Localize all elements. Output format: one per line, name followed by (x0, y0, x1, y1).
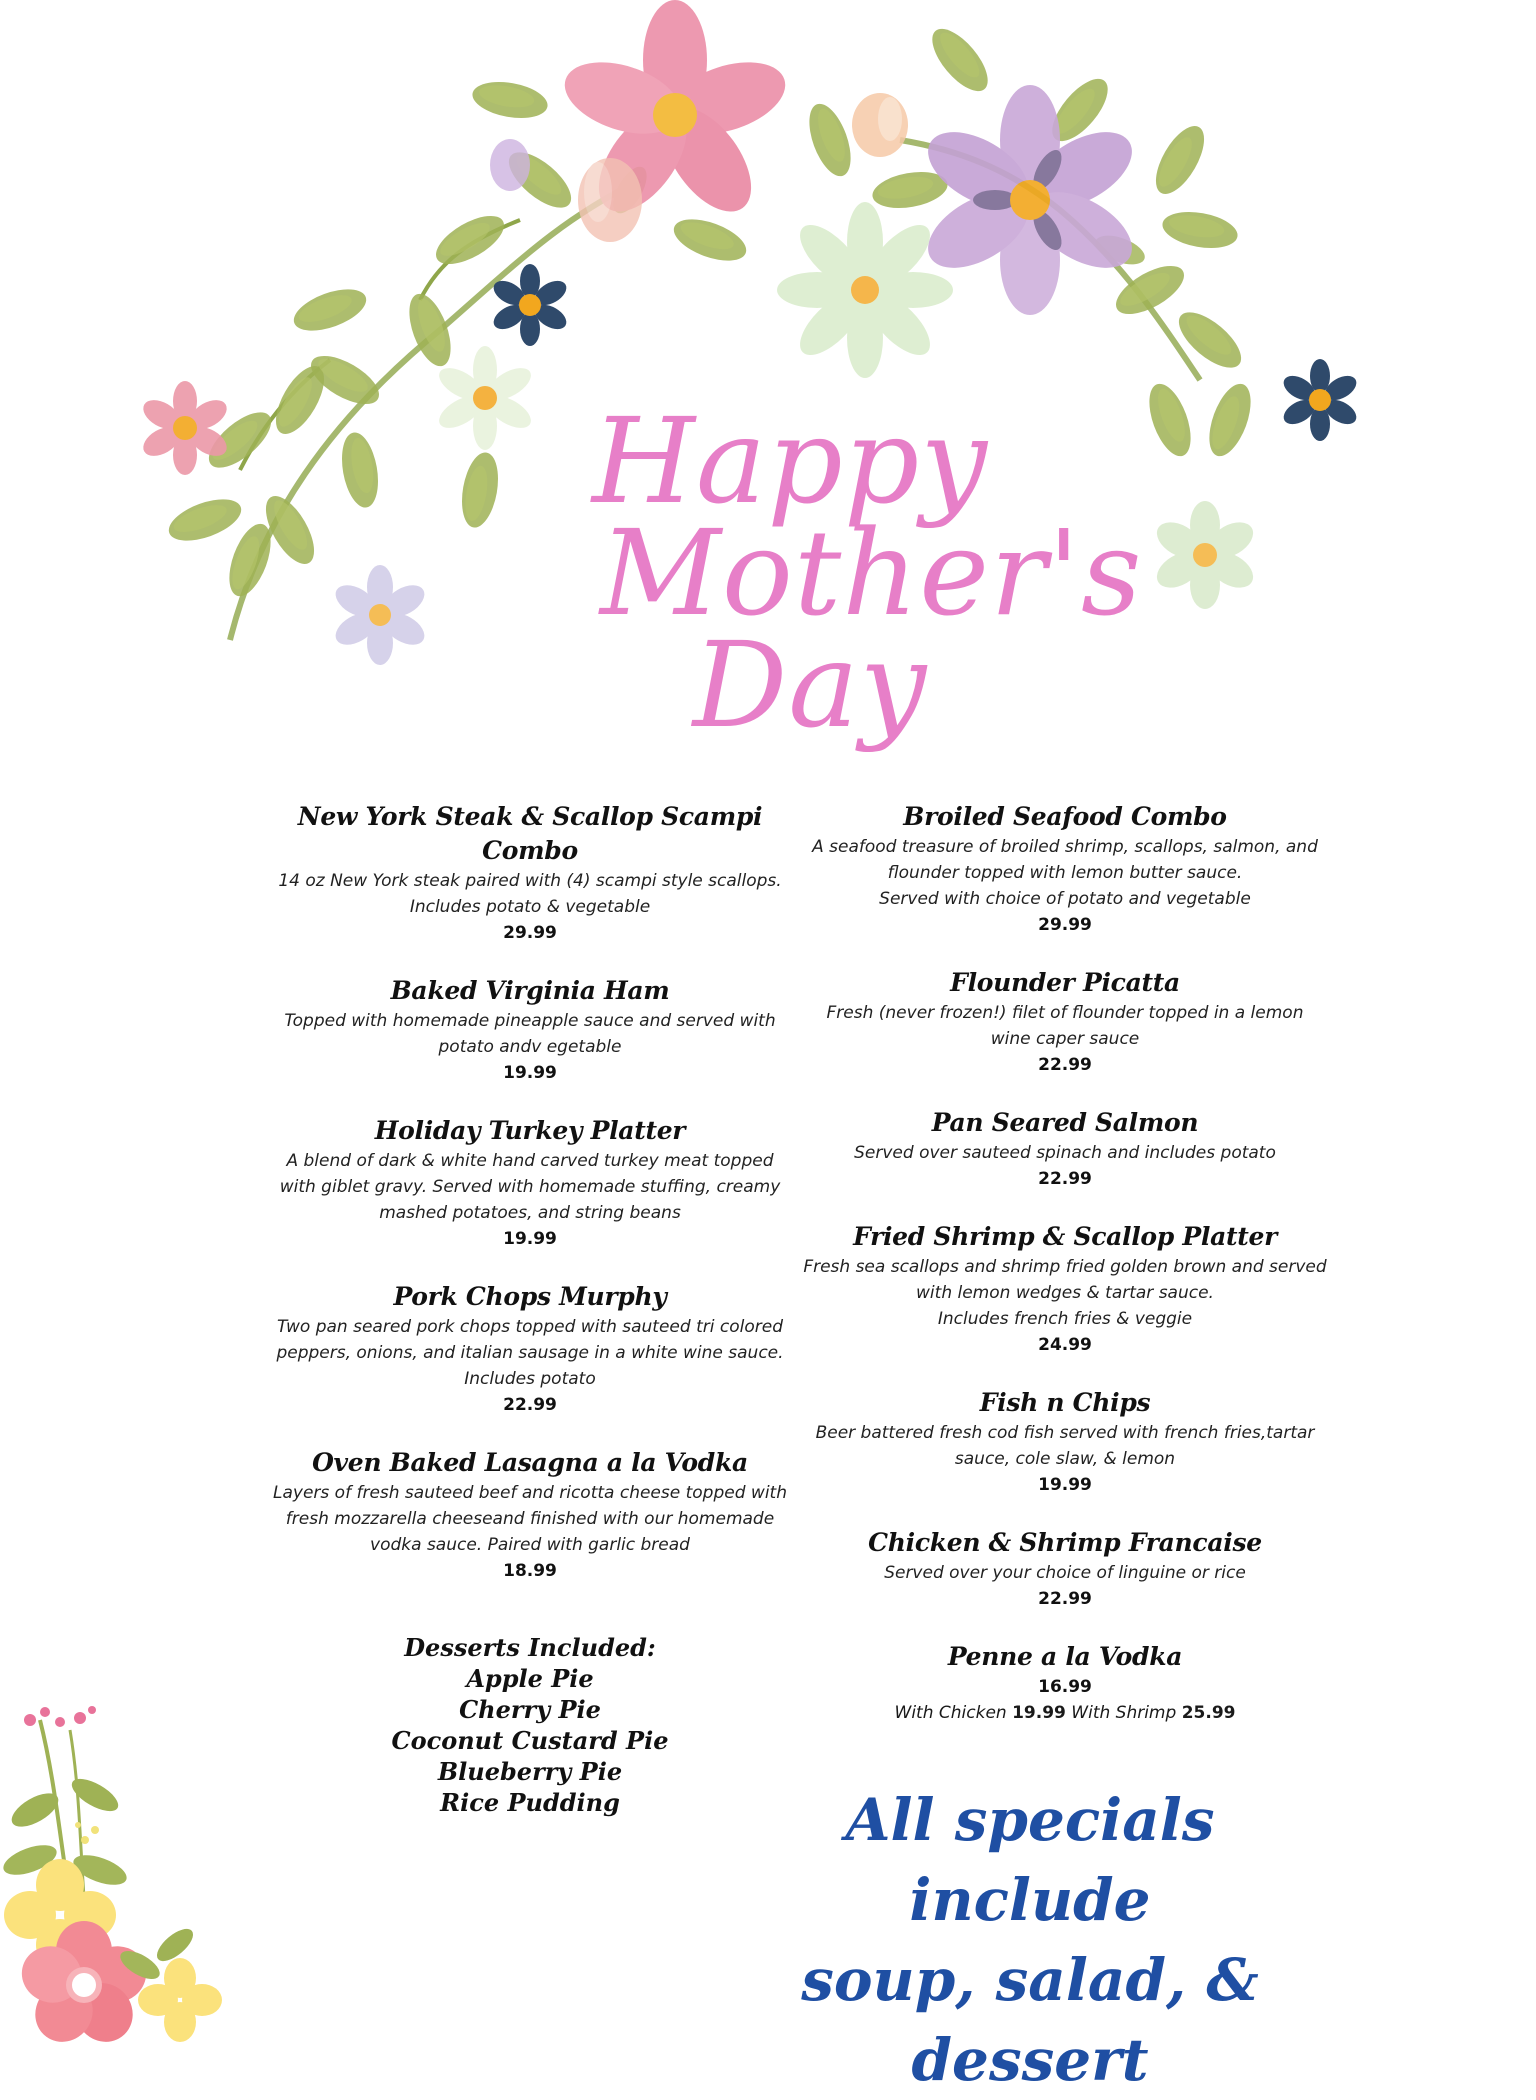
title-line-3: Day (692, 616, 928, 755)
specials-note-line-1: All specials include (845, 1786, 1215, 1934)
addon-chicken-price: 19.99 (1012, 1703, 1066, 1723)
floral-corner-illustration (0, 1700, 240, 2048)
menu-item-description: Served over sauteed spinach and includes potato (854, 1143, 1276, 1163)
menu-item-name: Fish n Chips (979, 1388, 1151, 1417)
specials-note-line-3: dessert (911, 2026, 1149, 2094)
menu-item (800, 1106, 1330, 1192)
specials-note (770, 1780, 1290, 2100)
dessert-item: Coconut Custard Pie (391, 1726, 669, 1755)
menu-item-price: 18.99 (503, 1561, 557, 1581)
title-line-1: Happy (592, 392, 988, 530)
title-line-2: Mother's (600, 504, 1143, 643)
menu-item (800, 1220, 1330, 1358)
menu-item-description: Two pan seared pork chops topped with sauteed tri colored peppers, onions, and italian sausage in a white wine sauce. Includes potato (276, 1317, 784, 1389)
menu-item-price: 19.99 (1038, 1475, 1092, 1495)
menu-item (270, 974, 790, 1086)
menu-item-name: Holiday Turkey Platter (374, 1116, 686, 1145)
menu-item-price: 19.99 (503, 1063, 557, 1083)
menu-item-name: New York Steak & Scallop Scampi Combo (297, 802, 763, 865)
menu-item (800, 1386, 1330, 1498)
menu-item-description: Fresh sea scallops and shrimp fried golden brown and served with lemon wedges & tartar sauce. Includes french fries & veggie (803, 1257, 1327, 1329)
menu-item-name: Oven Baked Lasagna a la Vodka (312, 1448, 748, 1477)
menu-column-right (800, 800, 1330, 1754)
addon-shrimp-price: 25.99 (1181, 1703, 1236, 1723)
menu-item-name: Chicken & Shrimp Francaise (868, 1528, 1262, 1557)
menu-item-name: Flounder Picatta (950, 968, 1180, 997)
menu-item-name: Fried Shrimp & Scallop Platter (853, 1222, 1277, 1251)
menu-item-price: 24.99 (1038, 1335, 1092, 1355)
menu-item-name: Broiled Seafood Combo (903, 802, 1227, 831)
menu-item (270, 1114, 790, 1252)
menu-item-name: Penne a la Vodka (947, 1642, 1183, 1671)
menu-item (270, 1446, 790, 1584)
menu-item-description: Beer battered fresh cod fish served with french fries,tartar sauce, cole slaw, & lemon (815, 1423, 1315, 1469)
menu-item-name: Pork Chops Murphy (393, 1282, 667, 1311)
menu-item-price: 22.99 (1038, 1169, 1092, 1189)
desserts-list (370, 1632, 690, 1818)
menu-item-name: Baked Virginia Ham (390, 976, 670, 1005)
menu-item (800, 1640, 1330, 1726)
menu-item-description: A seafood treasure of broiled shrimp, scallops, salmon, and flounder topped with lemon butter sauce. Served with choice of potato and vegetable (812, 837, 1318, 909)
menu-item-price: 22.99 (1038, 1055, 1092, 1075)
menu-item (800, 1526, 1330, 1612)
specials-note-line-2: soup, salad, & (801, 1946, 1259, 2014)
dessert-item: Blueberry Pie (437, 1757, 623, 1786)
menu-item-price: 22.99 (1038, 1589, 1092, 1609)
menu-item-description: Fresh (never frozen!) filet of flounder topped in a lemon wine caper sauce (826, 1003, 1304, 1049)
menu-item (800, 966, 1330, 1078)
menu-item-description: A blend of dark & white hand carved turkey meat topped with giblet gravy. Served with homemade stuffing, creamy mashed potatoes, and string beans (279, 1151, 781, 1223)
menu-item-addons (800, 1700, 1330, 1726)
menu-item-name: Pan Seared Salmon (931, 1108, 1199, 1137)
menu-item (800, 800, 1330, 938)
menu-item-price: 19.99 (503, 1229, 557, 1249)
menu-item-description: Served over your choice of linguine or rice (884, 1563, 1246, 1583)
menu-item-description: Topped with homemade pineapple sauce and served with potato andv egetable (284, 1011, 776, 1057)
addon-chicken-label: With Chicken (894, 1703, 1007, 1723)
dessert-item: Rice Pudding (440, 1788, 620, 1817)
menu-item-description: 14 oz New York steak paired with (4) scampi style scallops. Includes potato & vegetable (278, 871, 782, 917)
desserts-heading: Desserts Included: (404, 1633, 656, 1662)
dessert-item: Cherry Pie (459, 1695, 601, 1724)
menu-item-price: 29.99 (1038, 915, 1092, 935)
page-title (560, 392, 1143, 755)
menu-item-description: Layers of fresh sauteed beef and ricotta cheese topped with fresh mozzarella cheeseand finished with our homemade vodka sauce. Paired with garlic bread (273, 1483, 787, 1555)
addon-shrimp-label: With Shrimp (1071, 1703, 1177, 1723)
menu-item-price: 22.99 (503, 1395, 557, 1415)
menu-item-price: 16.99 (1038, 1677, 1092, 1697)
menu-item (270, 1280, 790, 1418)
menu-column-left (270, 800, 790, 1612)
menu-item (270, 800, 790, 946)
menu-item-price: 29.99 (503, 923, 557, 943)
dessert-item: Apple Pie (466, 1664, 594, 1693)
